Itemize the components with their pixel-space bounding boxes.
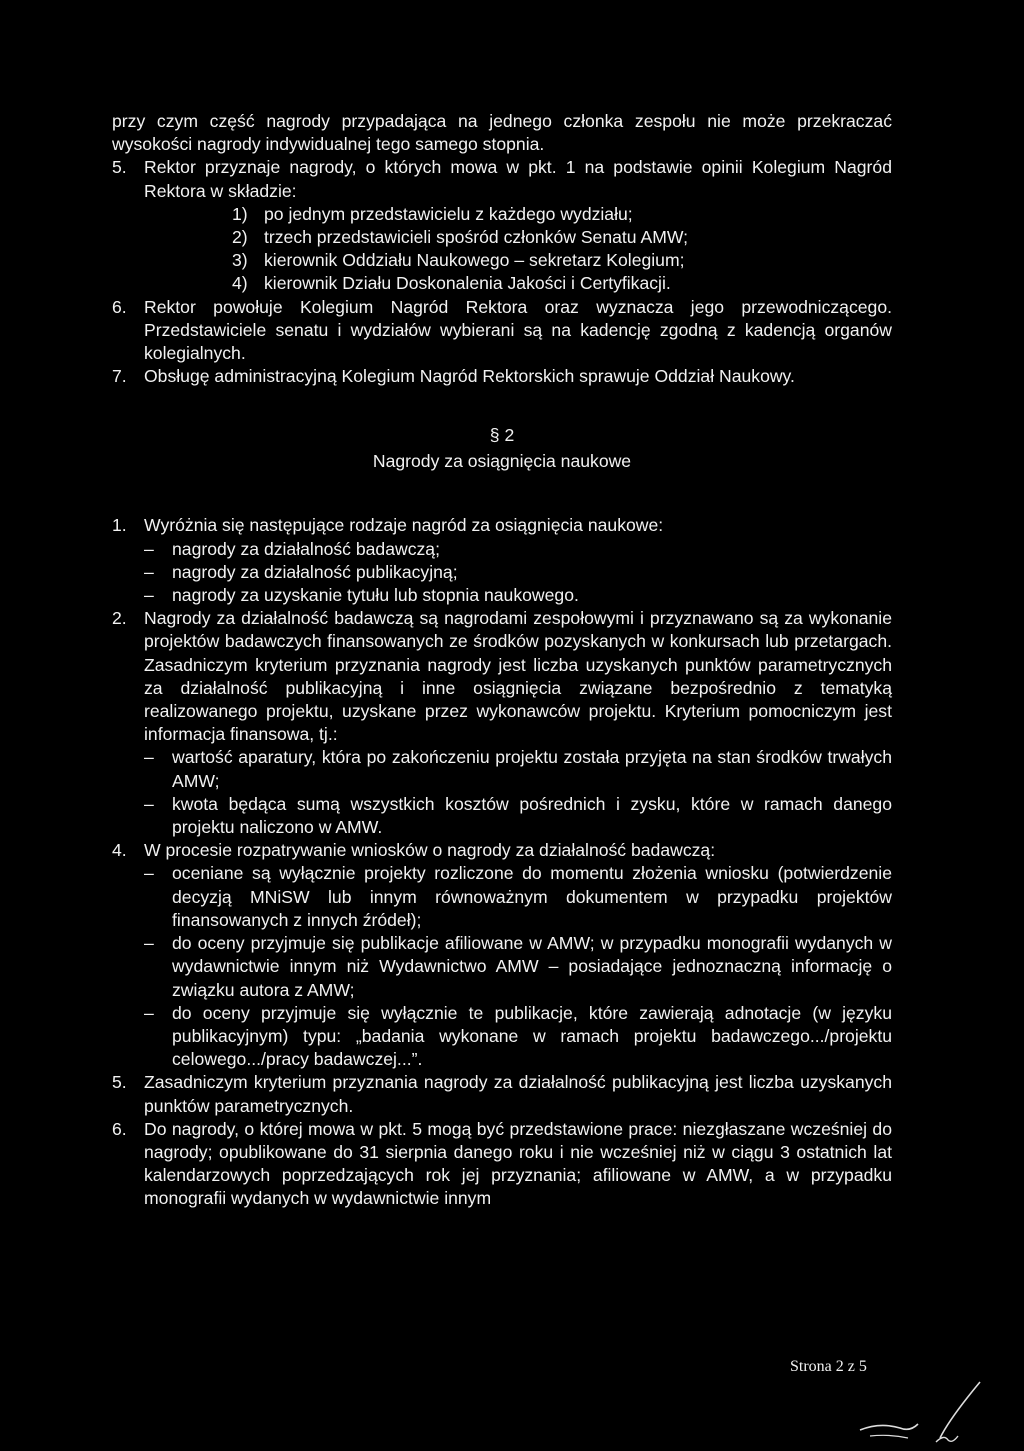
dash-text: wartość aparatury, która po zakończeniu projektu została przyjęta na stan środków trwałych AMW; [172,747,892,791]
item-text: Rektor powołuje Kolegium Nagród Rektora oraz wyznacza jego przewodniczącego. Przedstawiciele senatu i wydziałów wybierani są na kadencję zgodną z kadencją organów kolegialnych. [144,296,892,364]
item-text: Do nagrody, o której mowa w pkt. 5 mogą być przedstawione prace: niezgłaszane wcześniej do nagrody; opublikowane do 31 sierpnia danego roku i nie wcześniej niż w ciągu 3 ostatnich lat kalendarzowych poprzedzających rok jej przyznania; afiliowane w AMW, a w przypadku monografii wydanych w wydawnictwie innym [144,1118,892,1209]
subitem [232,203,892,226]
page-number: Strona 2 z 5 [790,1358,867,1375]
subitem [232,226,892,249]
subitem-number: 2) [232,227,248,248]
section-title: Nagrody za osiągnięcia naukowe [372,451,632,472]
dash-text: do oceny przyjmuje się publikacje afiliowane w AMW; w przypadku monografii wydanych w wydawnictwie innym niż Wydawnictwo AMW – posiadające jednoznaczną informację o związku autora z AMW; [172,933,892,1000]
signature-mark [840,1378,990,1448]
list-item [112,156,892,202]
dash-text: kwota będąca sumą wszystkich kosztów pośrednich i zysku, które w ramach danego projektu naliczono w AMW. [172,793,892,838]
subitem-text: po jednym przedstawicielu z każdego wydziału; [264,203,633,224]
list-item [112,514,892,537]
list-item [112,1118,892,1211]
subitem-text: kierownik Oddziału Naukowego – sekretarz Kolegium; [264,250,685,271]
dash-item: – do oceny przyjmuje się publikacje afiliowane w AMW; w przypadku monografii wydanych w wydawnictwie innym niż Wydawnictwo AMW – posiadające jednoznaczną informację o związku autora z AMW; [144,932,892,1002]
item-number: 2. [112,608,127,629]
subitem-number: 1) [232,203,248,224]
dash-item: – nagrody za działalność publikacyjną; [144,561,892,584]
item-number: 1. [112,515,127,536]
dash-text: nagrody za działalność publikacyjną; [172,561,458,582]
dash-item: – nagrody za uzyskanie tytułu lub stopnia naukowego. [144,584,892,607]
subitem-number: 4) [232,273,248,294]
item-text: Nagrody za działalność badawczą są nagrodami zespołowymi i przyznawano są za wykonanie projektów badawczych finansowanych ze środków pozyskanych w konkursach lub przetargach. Zasadniczym kryterium przyznania nagrody jest liczba uzyskanych punktów parametrycznych za działalność publikacyjną i inne osiągnięcia związane bezpośrednio z tematyką realizowanego projektu, uzyskane przez wykonawców projektu. Kryterium pomocniczym jest informacja finansowa, tj.: [144,608,892,745]
intro-paragraph: przy czym część nagrody przypadająca na jednego członka zespołu nie może przekraczać wysokości nagrody indywidualnej tego samego stopnia. [112,111,892,155]
dash-item: – do oceny przyjmuje się wyłącznie te publikacje, które zawierają adnotacje (w języku publikacyjnym) typu: „badania wykonane w ramach projektu badawczego.../projektu celowego.../pracy badawczej...”. [144,1002,892,1072]
dash-text: nagrody za działalność badawczą; [172,538,440,559]
dash-item: – nagrody za działalność badawczą; [144,538,892,561]
list-item [112,296,892,366]
subitem [232,272,892,295]
item-number: 7. [112,366,127,387]
dash-item: – wartość aparatury, która po zakończeniu projektu została przyjęta na stan środków trwałych AMW; [144,746,892,792]
item-text: Obsługę administracyjną Kolegium Nagród Rektorskich sprawuje Oddział Naukowy. [144,366,795,387]
list-item [112,365,892,388]
item-text: Rektor przyznaje nagrody, o których mowa w pkt. 1 na podstawie opinii Kolegium Nagród Rektora w składzie: [144,157,892,201]
subitem-number: 3) [232,250,248,271]
dash-text: nagrody za uzyskanie tytułu lub stopnia naukowego. [172,585,579,606]
dash-item: – kwota będąca sumą wszystkich kosztów pośrednich i zysku, które w ramach danego projektu naliczono w AMW. [144,793,892,839]
list-item [112,1071,892,1117]
item-number: 6. [112,1118,127,1139]
item-text: Zasadniczym kryterium przyznania nagrody za działalność publikacyjną jest liczba uzyskanych punktów parametrycznych. [144,1072,892,1116]
subitem-text: trzech przedstawicieli spośród członków Senatu AMW; [264,227,689,248]
dash-text: do oceny przyjmuje się wyłącznie te publikacje, które zawierają adnotacje (w języku publikacyjnym) typu: „badania wykonane w ramach projektu badawczego.../projektu celowego.../pracy badawczej...”. [172,1002,892,1070]
subitem [232,249,892,272]
section-heading [112,422,892,474]
dash-item: – oceniane są wyłącznie projekty rozliczone do momentu złożenia wniosku (potwierdzenie decyzją MNiSW lub innym równoważnym dokumentem w przypadku projektów finansowanych z innych źródeł); [144,862,892,932]
section-number: § 2 [489,425,515,446]
item-text: Wyróżnia się następujące rodzaje nagród za osiągnięcia naukowe: [144,515,664,536]
item-number: 4. [112,840,127,861]
item-text: W procesie rozpatrywanie wniosków o nagrody za działalność badawczą: [144,840,716,861]
subitem-text: kierownik Działu Doskonalenia Jakości i Certyfikacji. [264,273,671,294]
item-number: 6. [112,296,127,317]
list-item [112,839,892,862]
document-body [112,110,892,1211]
dash-text: oceniane są wyłącznie projekty rozliczone do momentu złożenia wniosku (potwierdzenie decyzją MNiSW lub innym równoważnym dokumentem w przypadku projektów finansowanych z innych źródeł); [172,863,892,930]
item-number: 5. [112,157,127,178]
item-number: 5. [112,1072,127,1093]
list-item [112,607,892,746]
